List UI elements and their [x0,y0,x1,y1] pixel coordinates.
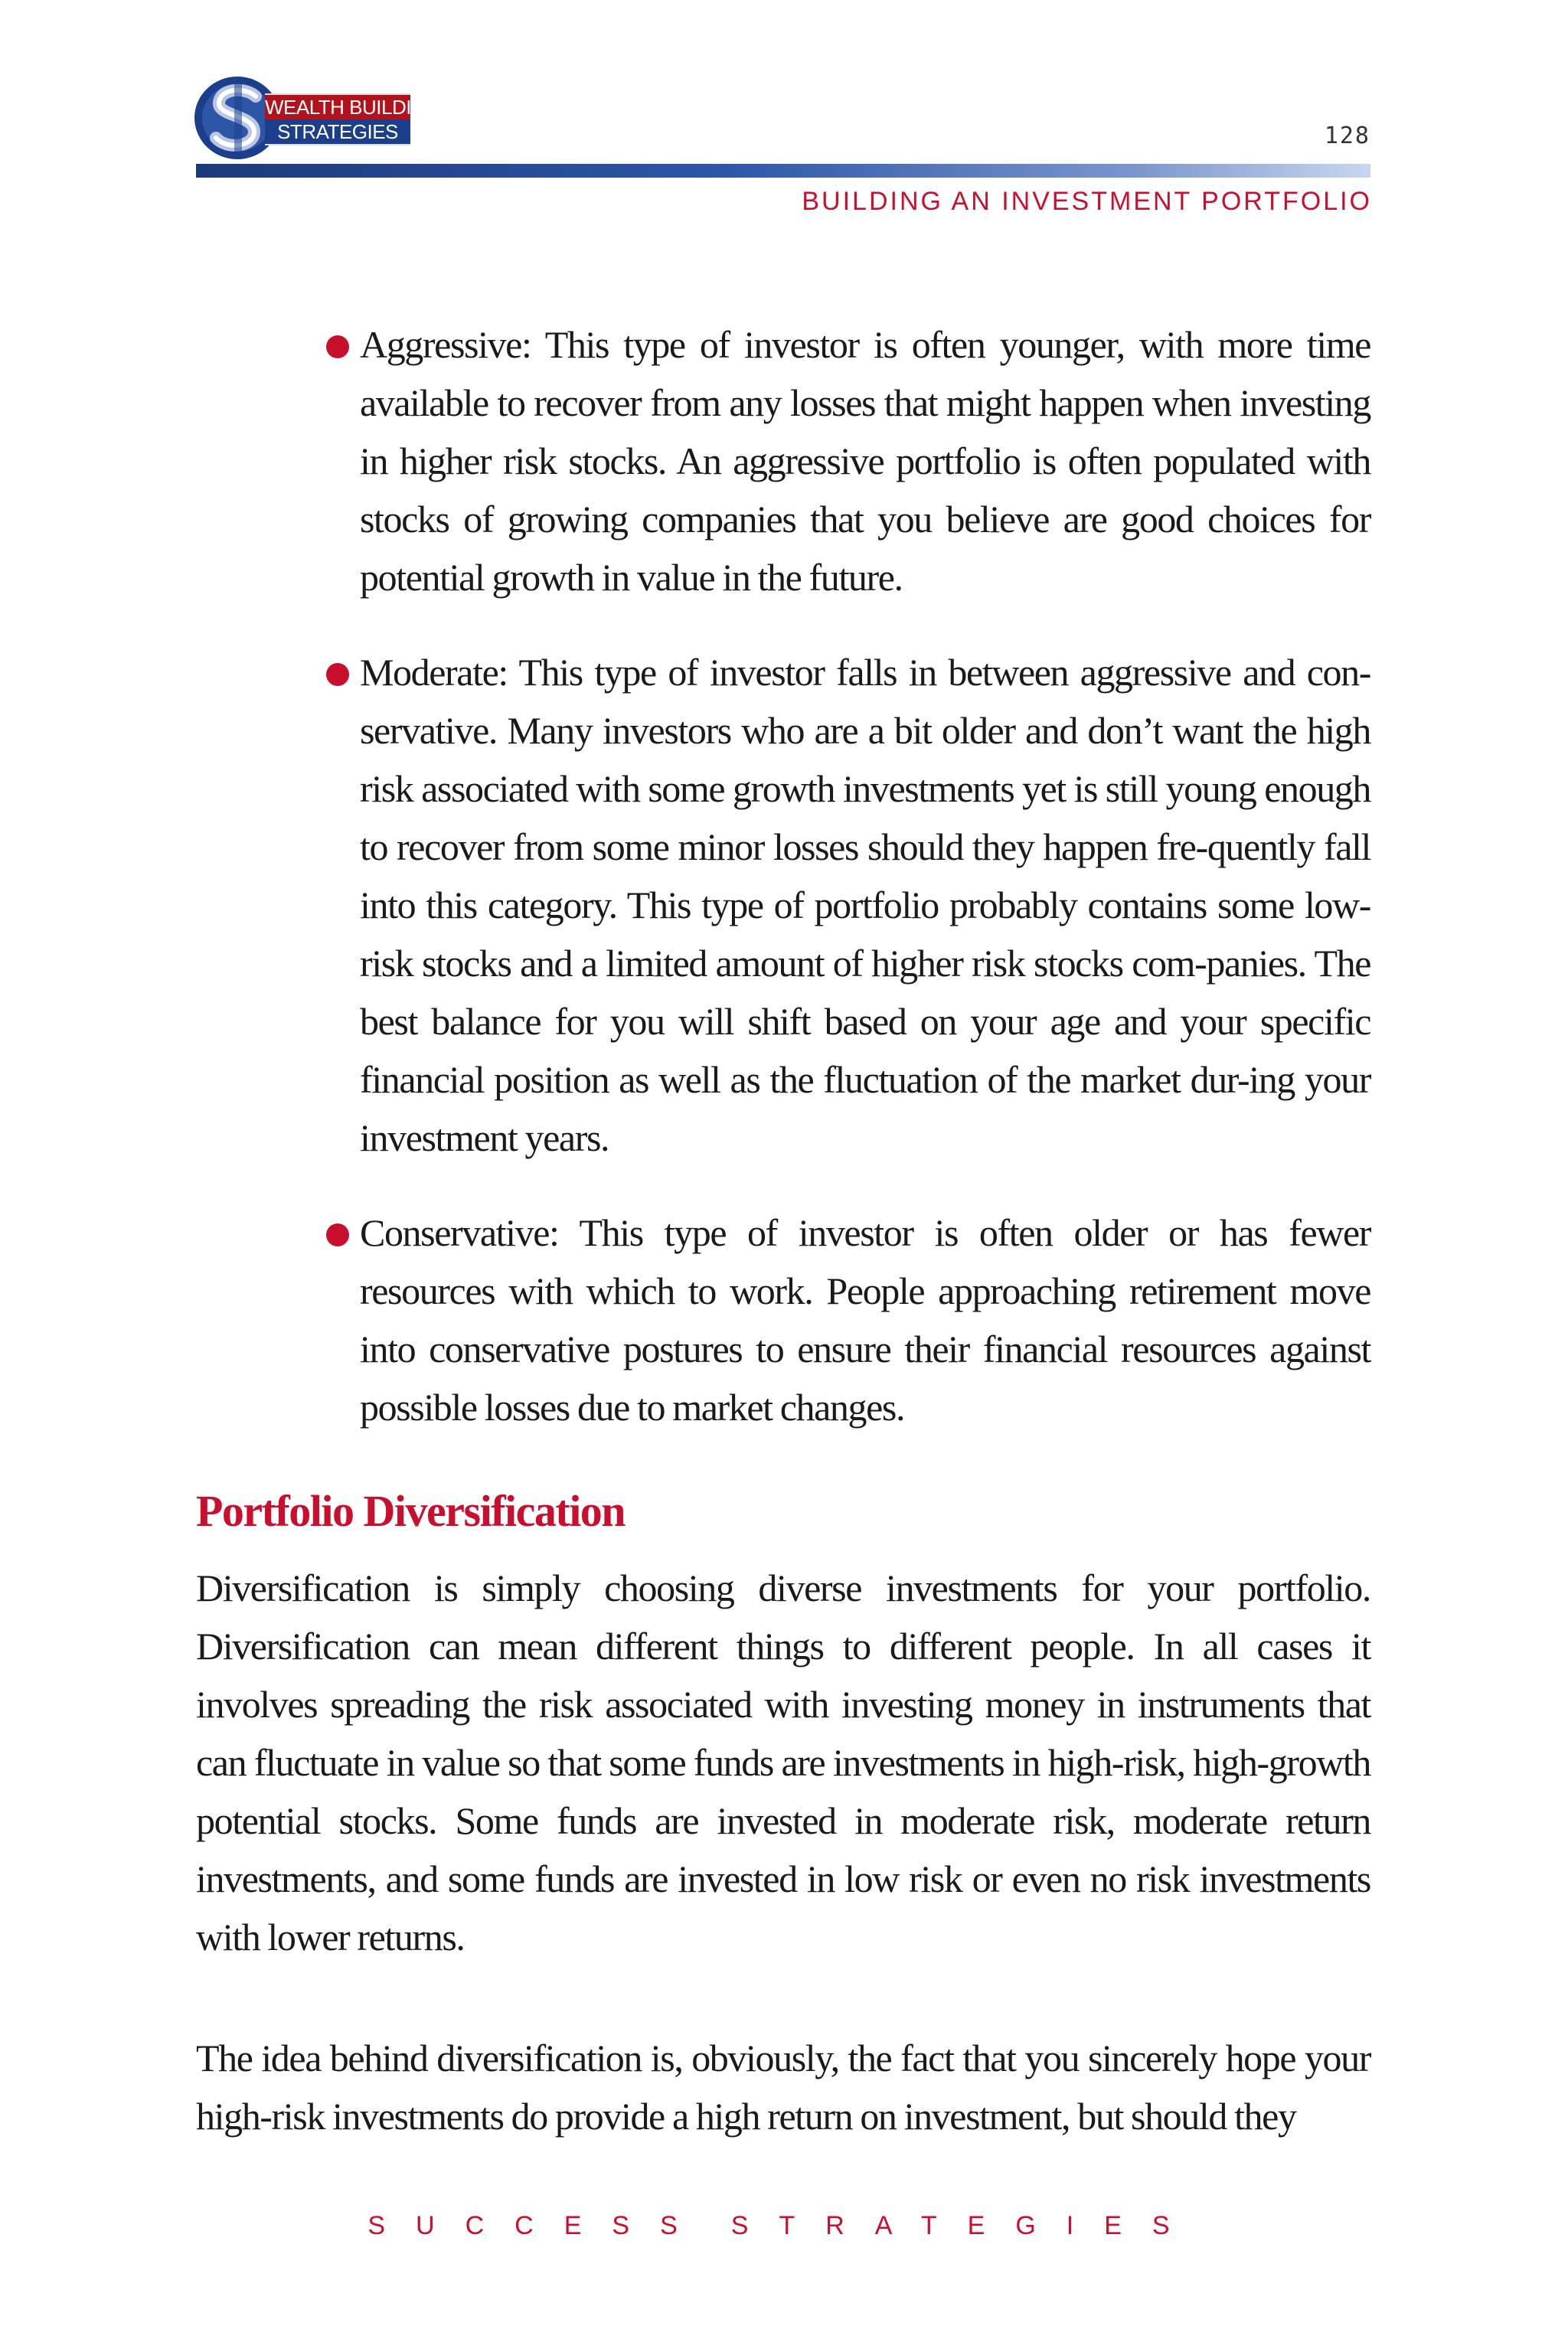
page-number: 128 [1324,122,1370,149]
logo-wordmark-top: WEALTH BUILDING [265,93,410,119]
list-item-conservative [196,1204,1370,1436]
list-item-text: Aggressive: This type of investor is often younger, with more time available to recover from any losses that might happen when investing in higher risk stocks. An aggressive portfolio is often populated with stocks of growing companies that you believe are good choices for potential growth in value in the future. [360,323,1370,599]
logo-wordmark-bottom: STRATEGIES [265,119,410,145]
header-rule [196,164,1370,178]
bullet-icon [326,663,349,686]
list-item-aggressive [196,315,1370,606]
chapter-title: BUILDING AN INVESTMENT PORTFOLIO [802,187,1372,216]
footer-series-title [0,2211,1568,2241]
logo [191,70,440,162]
body-paragraph: The idea behind diversification is, obviously, the fact that you sincerely hope your high-risk investments do provide a high return on investment, but should they [196,2037,1370,2138]
body-paragraph: Diversification is simply choosing diverse investments for your portfolio. Diversification can mean different things to different people. In all cases it involves spreading the risk associated with investing money in instruments that can fluctuate in value so that some funds are investments in high-risk, high-growth potential stocks. Some funds are invested in moderate risk, moderate return investments, and some funds are invested in low risk or even no risk investments with lower returns. [196,1566,1370,1958]
section-heading: Portfolio Diversification [196,1486,626,1536]
bullet-icon [326,335,349,358]
list-item-text: Moderate: This type of investor falls in between aggressive and con-servative. Many investors who are a bit older and don’t want the high risk associated with some growth investments yet is still young enough to recover from some minor losses should they happen fre-quently fall into this category. This type of portfolio probably contains some low-risk stocks and a limited amount of higher risk stocks com-panies. The best balance for you will shift based on your age and your specific financial position as well as the fluctuation of the market dur-ing your investment years. [360,651,1370,1159]
footer-word: SUCCESS [368,2211,708,2240]
list-item-moderate [196,643,1370,1167]
bullet-icon [326,1223,349,1246]
footer-word: STRATEGIES [730,2211,1200,2240]
list-item-text: Conservative: This type of investor is often older or has fewer resources with which to work. People approaching retirement move into conservative postures to ensure their financial resources against possible losses due to market changes. [360,1211,1370,1429]
page-content [196,315,1370,2208]
investor-type-list [196,315,1370,1436]
